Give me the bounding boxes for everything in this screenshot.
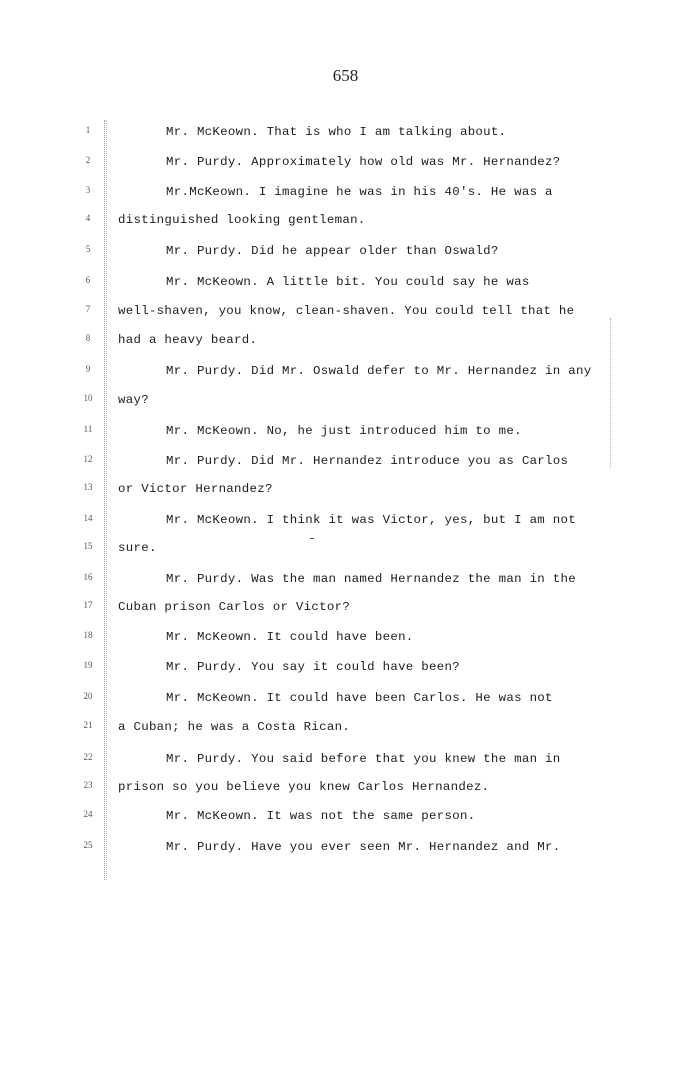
line-number: 2 — [85, 155, 91, 165]
transcript-line: prison so you believe you knew Carlos Hernandez. — [118, 780, 490, 794]
line-number: 21 — [83, 720, 93, 730]
transcript-line: Mr. Purdy. Did Mr. Hernandez introduce you as Carlos — [166, 454, 569, 468]
transcript-line: Mr. McKeown. It could have been Carlos. He was not — [166, 691, 553, 705]
transcript-line: Mr. Purdy. Was the man named Hernandez the man in the — [166, 572, 576, 586]
transcript-line: Mr. Purdy. You said before that you knew the man in — [166, 752, 561, 766]
line-number: 7 — [85, 304, 91, 314]
transcript-line: Mr. Purdy. Have you ever seen Mr. Hernandez and Mr. — [166, 840, 561, 854]
transcript-line: or Victor Hernandez? — [118, 482, 273, 496]
line-number: 25 — [83, 840, 93, 850]
transcript-line: had a heavy beard. — [118, 333, 258, 347]
line-number: 11 — [83, 424, 93, 434]
transcript-line: Mr. Purdy. Approximately how old was Mr. Hernandez? — [166, 155, 561, 169]
transcript-line: Mr. McKeown. That is who I am talking about. — [166, 125, 507, 139]
transcript-line: Mr. McKeown. No, he just introduced him to me. — [166, 424, 522, 438]
line-number: 12 — [83, 454, 93, 464]
line-number: 3 — [85, 185, 91, 195]
transcript-line: Mr. Purdy. Did he appear older than Oswald? — [166, 244, 499, 258]
line-number: 18 — [83, 630, 93, 640]
transcript-line: Mr. McKeown. A little bit. You could say he was — [166, 275, 530, 289]
line-number: 6 — [85, 275, 91, 285]
line-number: 14 — [83, 513, 93, 523]
line-number: 5 — [85, 244, 91, 254]
line-number: 19 — [83, 660, 93, 670]
transcript-line: Cuban prison Carlos or Victor? — [118, 600, 351, 614]
line-number: 4 — [85, 213, 91, 223]
transcript-line: Mr.McKeown. I imagine he was in his 40's. He was a — [166, 185, 553, 199]
transcript-line: distinguished looking gentleman. — [118, 213, 366, 227]
line-number: 15 — [83, 541, 93, 551]
transcript-line: a Cuban; he was a Costa Rican. — [118, 720, 351, 734]
line-number: 16 — [83, 572, 93, 582]
line-number: 20 — [83, 691, 93, 701]
right-margin-mark — [610, 318, 611, 468]
line-number: 22 — [83, 752, 93, 762]
transcript-line: Mr. Purdy. You say it could have been? — [166, 660, 460, 674]
left-margin-rule-inner — [106, 120, 107, 880]
line-number: 17 — [83, 600, 93, 610]
scan-speck — [310, 538, 314, 539]
line-number: 8 — [85, 333, 91, 343]
line-number: 23 — [83, 780, 93, 790]
transcript-line: sure. — [118, 541, 157, 555]
transcript-line: Mr. McKeown. I think it was Victor, yes, but I am not — [166, 513, 576, 527]
line-number: 13 — [83, 482, 93, 492]
transcript-line: well-shaven, you know, clean-shaven. You could tell that he — [118, 304, 575, 318]
page-number: 658 — [332, 66, 359, 85]
line-number: 1 — [85, 125, 91, 135]
line-number: 24 — [83, 809, 93, 819]
line-number: 9 — [85, 364, 91, 374]
left-margin-rule — [104, 120, 105, 880]
transcript-line: Mr. McKeown. It could have been. — [166, 630, 414, 644]
line-number: 10 — [83, 393, 93, 403]
transcript-line: Mr. Purdy. Did Mr. Oswald defer to Mr. Hernandez in any — [166, 364, 592, 378]
transcript-line: Mr. McKeown. It was not the same person. — [166, 809, 476, 823]
transcript-line: way? — [118, 393, 149, 407]
